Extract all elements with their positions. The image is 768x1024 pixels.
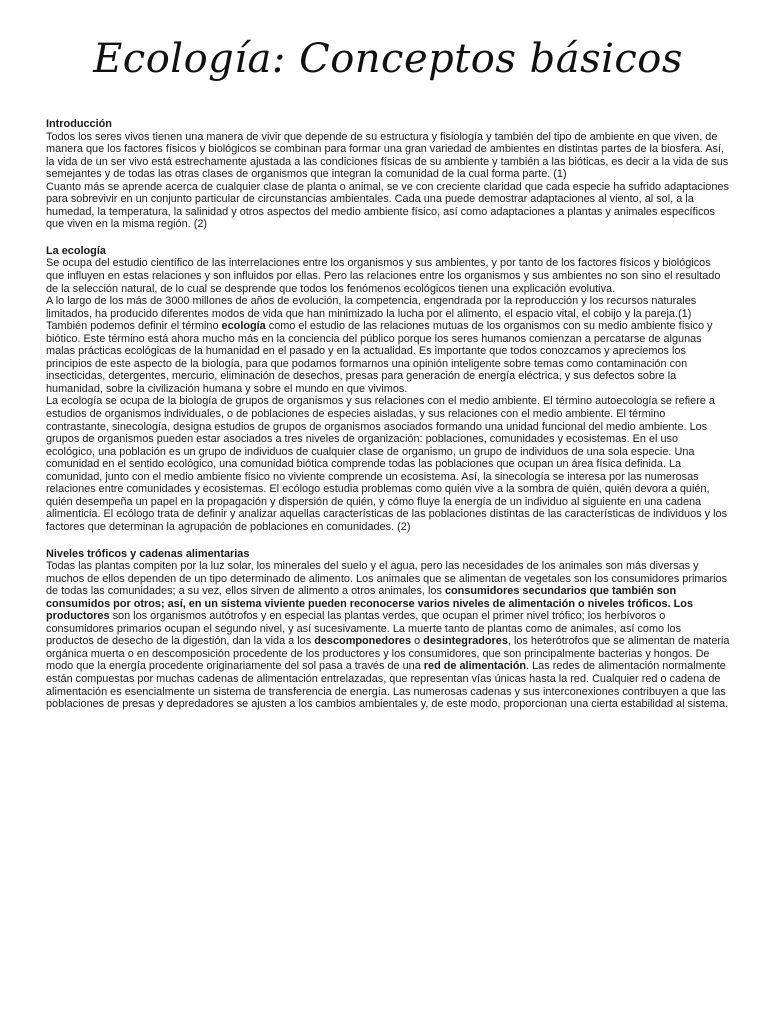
emphasized-term: desintegradores xyxy=(423,635,508,648)
paragraph: Todos los seres vivos tienen una manera de vivir que depende de su estructura y fisiología y también del tipo de ambiente en que viven, de manera que los factores físicos y biológicos se combinan para formar una gran variedad de ambientes en distintas partes de la biosfera. Así, la vida de un ser vivo está estrechamente ajustada a las condiciones físicas de su ambiente y también a las bióticas, es decir a la vida de sus semejantes y de todas las otras clases de organismos que integran la comunidad de la cual forma parte. (1) xyxy=(46,130,729,181)
emphasized-term: descomponedores xyxy=(314,635,412,648)
document-body xyxy=(46,118,730,711)
paragraph: La ecología se ocupa de la biología de grupos de organismos y sus relaciones con el medio ambiente. El término autoecología se refiere a estudios de organismos individuales, o de poblaciones de especies aisladas, y sus relaciones con el medio ambiente. El término contrastante, sinecología, designa estudios de grupos de organismos asociados formando una unidad funcional del medio ambiente. Los grupos de organismos pueden estar asociados a tres niveles de organización: poblaciones, comunidades y ecosistemas. En el uso ecológico, una población es un grupo de individuos de cualquier clase de organismo, un grupo de individuos de una sola especie. Una comunidad en el sentido ecológico, una comunidad biótica comprende todas las poblaciones que ocupan un área física definida. La comunidad, junto con el medio ambiente físico no viviente comprende un ecosistema. Así, la sinecología se interesa por las numerosas relaciones entre comunidades y ecosistemas. El ecólogo estudia problemas como quién vive a la sombra de quién, quién devora a quién, quién desempeña un papel en la propagación y dispersión de quién, y cómo fluye la energía de un individuo al siguiente en una cadena alimenticia. El ecólogo trata de definir y analizar aquellas características de las poblaciones distintas de las características de individuos y los factores que determinan la agrupación de poblaciones en comunidades. (2) xyxy=(46,395,728,533)
emphasized-term: consumidores secundarios que también son consumidos por otros; así, en un sistema viviente pueden reconocerse varios niveles de alimentación o niveles tróficos. xyxy=(46,585,677,610)
section-introduccion xyxy=(46,118,730,231)
section-la-ecologia xyxy=(46,245,730,534)
page-title: Ecología: Conceptos básicos xyxy=(93,36,683,82)
emphasized-term: ecología xyxy=(221,320,266,333)
paragraph: Todas las plantas compiten por la luz solar, los minerales del suelo y el agua, pero las necesidades de los animales son más diversas y muchos de ellos dependen de un tipo determinado de alimento. Los animales que se alimentan de vegetales son los consumidores primarios de todas las comunidades; a su vez, ellos sirven de alimento a otros animales, los consumidores secundarios que también son consumidos por otros; así, en un sistema viviente pueden reconocerse varios niveles de alimentación o niveles tróficos. Los productores son los organismos autótrofos y en especial las plantas verdes, que ocupan el primer nivel trófico; los herbívoros o consumidores primarios ocupan el segundo nivel, y así sucesivamente. La muerte tanto de plantas como de animales, así como los productos de desecho de la digestión, dan la vida a los descomponedores o desintegradores, los heterótrofos que se alimentan de materia orgánica muerta o en descomposición procedente de los productores y los consumidores, que son principalmente bacterias y hongos. De modo que la energía procedente originariamente del sol pasa a través de una red de alimentación. Las redes de alimentación normalmente están compuestas por muchas cadenas de alimentación entrelazadas, que representan vías únicas hasta la red. Cualquier red o cadena de alimentación es esencialmente un sistema de transferencia de energía. Las numerosas cadenas y sus interconexiones contribuyen a que las poblaciones de presas y depredadores se ajusten a los cambios ambientales y, de este modo, proporcionan una cierta estabilidad al sistema. xyxy=(46,560,730,711)
section-heading: Introducción xyxy=(46,118,112,130)
section-niveles-troficos xyxy=(46,548,730,711)
emphasized-term: red de alimentación xyxy=(423,660,527,673)
section-heading: La ecología xyxy=(46,244,106,257)
paragraph: También podemos definir el término ecología como el estudio de las relaciones mutuas de los organismos con su medio ambiente físico y biótico. Este término está ahora mucho más en la conciencia del público porque los seres humanos comienzan a percatarse de algunas malas prácticas ecológicas de la humanidad en el pasado y en la actualidad. Es importante que todos conozcamos y apreciemos los principios de este aspecto de la biología, para que podamos formarnos una opinión inteligente sobre temas como contaminación con insecticidas, detergentes, mercurio, eliminación de desechos, presas para generación de energía eléctrica, y sus defectos sobre la humanidad, sobre la civilización humana y sobre el mundo en que vivimos. xyxy=(46,320,713,395)
paragraph: Cuanto más se aprende acerca de cualquier clase de planta o animal, se ve con creciente claridad que cada especie ha sufrido adaptaciones para sobrevivir en un conjunto particular de circunstancias ambientales. Cada una puede demostrar adaptaciones al viento, al sol, a la humedad, la temperatura, la salinidad y otros aspectos del medio ambiente físico, así como adaptaciones a plantas y animales específicos que viven en la misma región. (2) xyxy=(46,180,729,231)
emphasized-term: Los productores xyxy=(46,597,694,623)
paragraph: A lo largo de los más de 3000 millones de años de evolución, la competencia, engendrada por la reproducción y los recursos naturales limitados, ha producido diferentes modos de vida que han minimizado la lucha por el alimento, el espacio vital, el cobijo y la pareja.(1) xyxy=(46,295,697,320)
section-heading: Niveles tróficos y cadenas alimentarias xyxy=(46,547,250,560)
paragraph: Se ocupa del estudio científico de las interrelaciones entre los organismos y sus ambientes, y por tanto de los factores físicos y biológicos que influyen en estas relaciones y son influidos por ellas. Pero las relaciones entre los organismos y sus ambientes no son sino el resultado de la selección natural, de lo cual se desprende que todos los fenómenos ecológicos tienen una explicación evolutiva. xyxy=(46,257,721,295)
